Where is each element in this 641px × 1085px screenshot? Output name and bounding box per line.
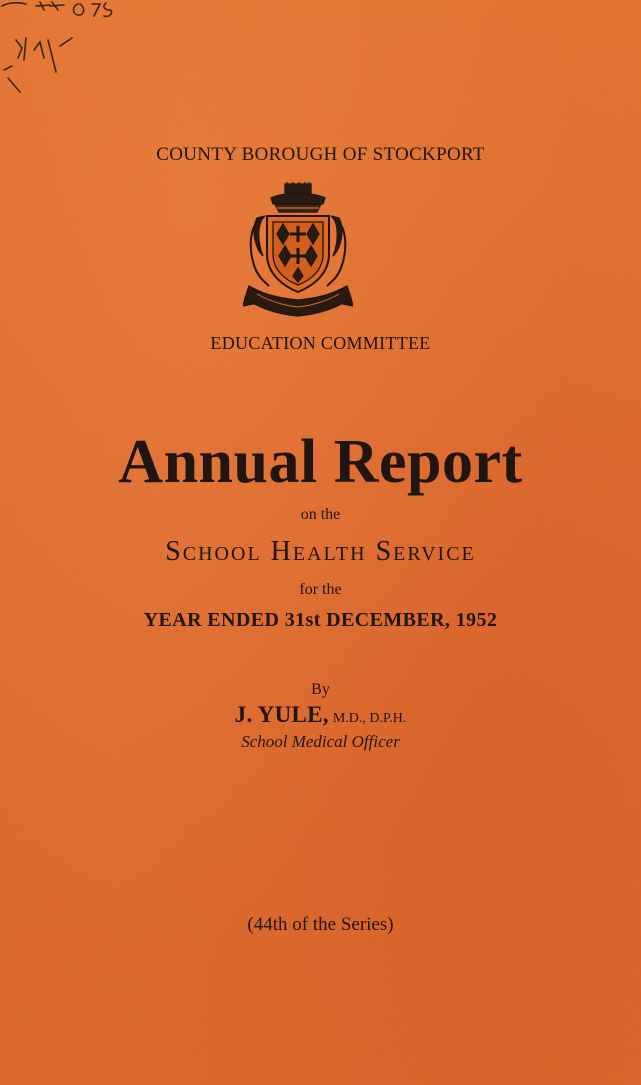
connector-for-the: for the [299, 581, 342, 598]
by-label: By [311, 681, 330, 698]
connector-on-the: on the [300, 506, 341, 523]
author-name: J. YULE, [234, 702, 329, 727]
borough-heading: COUNTY BOROUGH OF STOCKPORT [156, 144, 485, 165]
series-note: (44th of the Series) [247, 914, 394, 935]
stockport-coat-of-arms-icon [243, 182, 353, 324]
author-role: School Medical Officer [241, 732, 400, 751]
author-degrees: M.D., D.P.H. [332, 711, 407, 726]
year-ended: YEAR ENDED 31st DECEMBER, 1952 [143, 609, 498, 631]
service-title: School Health Service [165, 536, 476, 567]
handwritten-pencil-annotation-icon [0, 0, 140, 110]
report-title: Annual Report [118, 428, 523, 496]
author-line [0, 700, 641, 734]
committee-heading: EDUCATION COMMITTEE [210, 333, 431, 353]
